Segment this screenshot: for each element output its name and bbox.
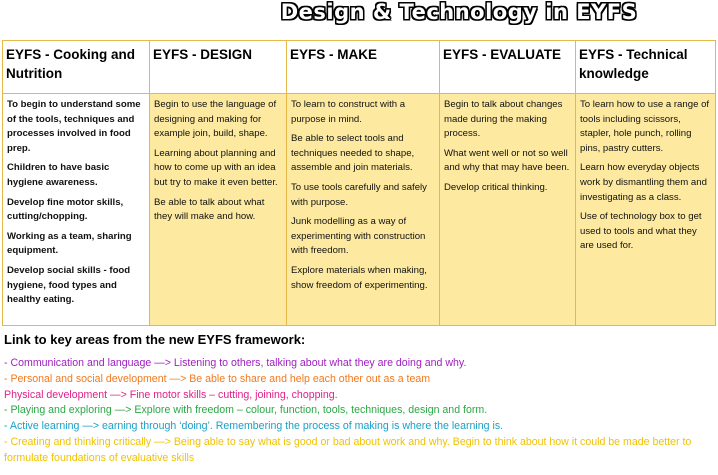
framework-links bbox=[4, 332, 716, 467]
list-item: Be able to select tools and techniques needed to shape, assemble and join materials. bbox=[291, 133, 415, 174]
list-item: Learn how everyday objects work by dismantling them and investigating as a class. bbox=[580, 162, 707, 203]
link-line-playing-exploring: - Playing and exploring —> Explore with freedom – colour, function, tools, techniques, design and form. bbox=[4, 404, 488, 417]
page-title: Design & Technology in EYFS bbox=[280, 0, 638, 24]
link-line-physical: Physical development —> Fine motor skills – cutting, joining, chopping. bbox=[4, 388, 338, 401]
eyfs-table bbox=[2, 40, 716, 326]
header-cooking-nutrition: EYFS - Cooking and Nutrition bbox=[3, 41, 150, 94]
list-item: To learn to construct with a purpose in mind. bbox=[291, 99, 406, 125]
table-row bbox=[3, 94, 716, 326]
cell-cooking-nutrition bbox=[3, 94, 150, 326]
link-line-active-learning: - Active learning —> earning through ‘doing’. Remembering the process of making is where the learning is. bbox=[4, 420, 504, 433]
list-item: Explore materials when making, show freedom of experimenting. bbox=[291, 264, 428, 291]
list-item: To use tools carefully and safely with purpose. bbox=[291, 181, 427, 208]
header-evaluate: EYFS - EVALUATE bbox=[440, 41, 576, 94]
list-item: To learn how to use a range of tools including scissors, stapler, hole punch, rolling pins, pastry cutters. bbox=[580, 99, 710, 154]
list-item: Use of technology box to get used to tools and what they are used for. bbox=[580, 211, 702, 252]
link-line-personal-social: - Personal and social development —> Be able to share and help each other out as a team bbox=[4, 372, 431, 385]
links-heading: Link to key areas from the new EYFS framework: bbox=[4, 332, 306, 347]
list-item: Children to have basic hygiene awareness. bbox=[7, 162, 110, 188]
list-item: Working as a team, sharing equipment. bbox=[7, 230, 132, 257]
header-make: EYFS - MAKE bbox=[287, 41, 440, 94]
cell-evaluate bbox=[440, 94, 576, 326]
list-item: Develop fine motor skills, cutting/chopping. bbox=[7, 196, 124, 223]
list-item: Begin to talk about changes made during the making process. bbox=[444, 99, 563, 140]
cell-design bbox=[150, 94, 287, 326]
list-item: Develop social skills - food hygiene, food types and healthy eating. bbox=[7, 264, 131, 306]
list-item: Develop critical thinking. bbox=[444, 181, 548, 193]
table-header-row bbox=[3, 41, 716, 94]
cell-make bbox=[287, 94, 440, 326]
list-item: Be able to talk about what they will make and how. bbox=[154, 196, 265, 223]
header-technical-knowledge: EYFS - Technical knowledge bbox=[576, 41, 716, 94]
link-line-creating-thinking: - Creating and thinking critically —> Being able to say what is good or bad about work and why. Begin to think about how it could be made better to formulate foundations of evaluative skills bbox=[4, 435, 692, 464]
list-item: What went well or not so well and why that may have been. bbox=[444, 147, 570, 174]
list-item: Begin to use the language of designing and making for example join, build, shape. bbox=[154, 99, 277, 140]
cell-technical-knowledge bbox=[576, 94, 716, 326]
list-item: Junk modelling as a way of experimenting with construction with freedom. bbox=[291, 216, 426, 257]
link-line-communication: - Communication and language —> Listening to others, talking about what they are doing and why. bbox=[4, 357, 467, 369]
list-item: Learning about planning and how to come up with an idea but try to make it even better. bbox=[154, 147, 278, 188]
page-title-wrap bbox=[100, 0, 638, 26]
header-design: EYFS - DESIGN bbox=[150, 41, 287, 94]
list-item: To begin to understand some of the tools, techniques and processes involved in food prep. bbox=[7, 99, 141, 154]
